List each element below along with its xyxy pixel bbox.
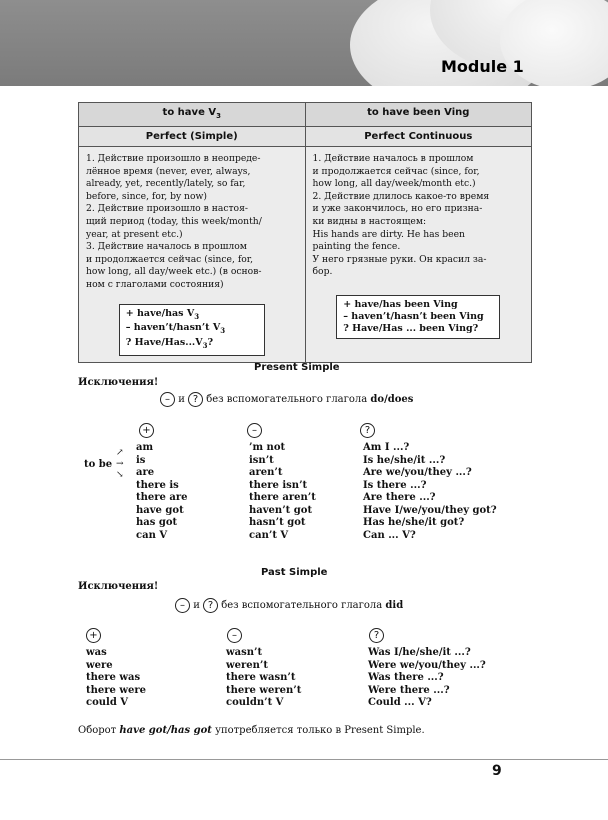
list-item: there was	[86, 672, 141, 683]
body-line: бор.	[312, 266, 333, 278]
list-item: have got	[136, 504, 184, 516]
list-item: am	[136, 442, 154, 453]
minus-circle-icon: –	[227, 628, 242, 643]
minus-circle-icon: –	[160, 392, 175, 407]
body-line: ки видны в настоящем:	[312, 215, 427, 227]
past-minus-column	[226, 647, 301, 710]
list-item: Are there ...?	[363, 492, 436, 503]
plus-circle-icon: +	[86, 628, 101, 643]
list-item: there weren’t	[226, 684, 302, 696]
past-question-column	[368, 647, 486, 710]
formula-box-continuous: + have/has been Ving – haven’t/hasn’t been Ving ? Have/Has ... been Ving?	[336, 295, 500, 339]
col2-header	[305, 103, 532, 127]
module-title: Module 1	[441, 57, 524, 76]
list-item: Were there ...?	[368, 684, 450, 696]
past-exceptions-label: Исключения!	[78, 581, 159, 592]
present-minus-column	[249, 442, 316, 542]
present-plus-column	[136, 442, 187, 542]
list-item: Has he/she/it got?	[363, 517, 465, 528]
question-circle-icon: ?	[203, 598, 218, 613]
list-item: weren’t	[226, 659, 268, 671]
list-item: Am I ...?	[363, 442, 410, 453]
minus-circle-icon: –	[247, 423, 262, 438]
body-line: painting the fence.	[312, 241, 401, 253]
list-item: were	[86, 659, 113, 671]
col1-header	[79, 103, 306, 127]
question-circle-icon: ?	[360, 423, 375, 438]
question-circle-icon: ?	[188, 392, 203, 407]
body-line: how long, all day/week etc.) (в основ-	[86, 266, 262, 278]
rule-text: без вспомогательного глагола	[221, 600, 383, 611]
list-item: Are we/you/they ...?	[363, 467, 472, 478]
body-line: и продолжается сейчас (since, for,	[312, 165, 480, 177]
list-item: can V	[136, 529, 168, 541]
body-line: 3. Действие началось в прошлом	[86, 241, 247, 253]
past-rule-line	[175, 598, 403, 613]
list-item: Can ... V?	[363, 529, 416, 541]
list-item: Is he/she/it ...?	[363, 454, 446, 466]
col1-title: to have V	[162, 107, 217, 118]
bottom-rule	[0, 759, 608, 760]
list-item: has got	[136, 517, 178, 528]
rule-verbs: do/does	[370, 394, 414, 405]
list-item: Were we/you/they ...?	[368, 659, 486, 671]
list-item: isn’t	[249, 454, 274, 466]
body-line: 2. Действие длилось какое-то время	[312, 190, 490, 202]
list-item: haven’t got	[249, 504, 313, 516]
col1-body	[79, 147, 306, 363]
list-item: aren’t	[249, 467, 283, 478]
body-line: year, at present etc.)	[86, 228, 183, 240]
list-item: Is there ...?	[363, 479, 427, 491]
list-item: hasn’t got	[249, 517, 306, 528]
list-item: there were	[86, 684, 146, 696]
list-item: can’t V	[249, 529, 289, 541]
list-item: are	[136, 467, 155, 478]
list-item: Could ... V?	[368, 697, 432, 708]
col1-title-sub: 3	[216, 112, 221, 120]
present-rule-line	[160, 392, 413, 407]
body-line: лённое время (never, ever, always,	[86, 165, 251, 177]
body-line: У него грязные руки. Он красил за-	[312, 253, 487, 265]
list-item: is	[136, 454, 146, 466]
body-line: щий период (today, this week/month/	[86, 215, 262, 227]
list-item: Was there ...?	[368, 672, 444, 683]
body-line: 1. Действие произошло в неопреде-	[86, 153, 261, 164]
list-item: there wasn’t	[226, 672, 296, 683]
list-item: there is	[136, 479, 179, 491]
past-simple-title: Past Simple	[261, 567, 328, 578]
conj: и	[178, 394, 185, 405]
list-item: there are	[136, 492, 188, 503]
list-item: wasn’t	[226, 647, 263, 658]
body-line: before, since, for, by now)	[86, 190, 207, 202]
to-be-label: to be	[84, 459, 113, 470]
page-number: 9	[492, 763, 502, 779]
present-exceptions-label: Исключения!	[78, 377, 159, 388]
body-line: already, yet, recently/lately, so far,	[86, 178, 246, 190]
list-item: there aren’t	[249, 492, 316, 503]
list-item: ’m not	[249, 442, 286, 453]
list-item: was	[86, 647, 107, 658]
perfect-tenses-table	[78, 102, 532, 363]
list-item: Was I/he/she/it ...?	[368, 647, 471, 658]
present-question-column	[363, 442, 497, 542]
body-line: и продолжается сейчас (since, for,	[86, 253, 254, 265]
col2-tense: Perfect Continuous	[305, 127, 532, 147]
list-item: could V	[86, 697, 129, 708]
rule-verb: did	[385, 600, 404, 611]
rule-text: без вспомогательного глагола	[206, 394, 368, 405]
body-line: и уже закончилось, но его призна-	[312, 203, 483, 215]
footnote: Оборот have got/has got употребляется только в Present Simple.	[78, 725, 425, 736]
list-item: Have I/we/you/they got?	[363, 504, 497, 516]
formula-box-perfect: + have/has $V_3$ – haven’t/hasn’t $V_3$ ? Have/$Has...V_3$?	[119, 304, 265, 357]
list-item: there isn’t	[249, 479, 308, 491]
list-item: couldn’t V	[226, 697, 284, 708]
plus-circle-icon: +	[139, 423, 154, 438]
body-line: 2. Действие произошло в настоя-	[86, 203, 248, 215]
question-circle-icon: ?	[369, 628, 384, 643]
past-plus-column	[86, 647, 146, 710]
body-line: how long, all day/week/month etc.)	[312, 178, 476, 190]
present-simple-title: Present Simple	[254, 362, 340, 373]
branch-arrows-icon: ↗ → ↘	[116, 448, 124, 480]
footnote-phrase: have got/has got	[119, 725, 212, 736]
body-line: 1. Действие началось в прошлом	[312, 153, 474, 164]
col2-body	[305, 147, 532, 363]
conj: и	[193, 600, 200, 611]
col1-tense: Perfect (Simple)	[79, 127, 306, 147]
body-line: ном с глаголами состояния)	[86, 278, 224, 290]
minus-circle-icon: –	[175, 598, 190, 613]
col2-title: to have been Ving	[367, 107, 470, 118]
body-line: His hands are dirty. He has been	[312, 228, 465, 240]
